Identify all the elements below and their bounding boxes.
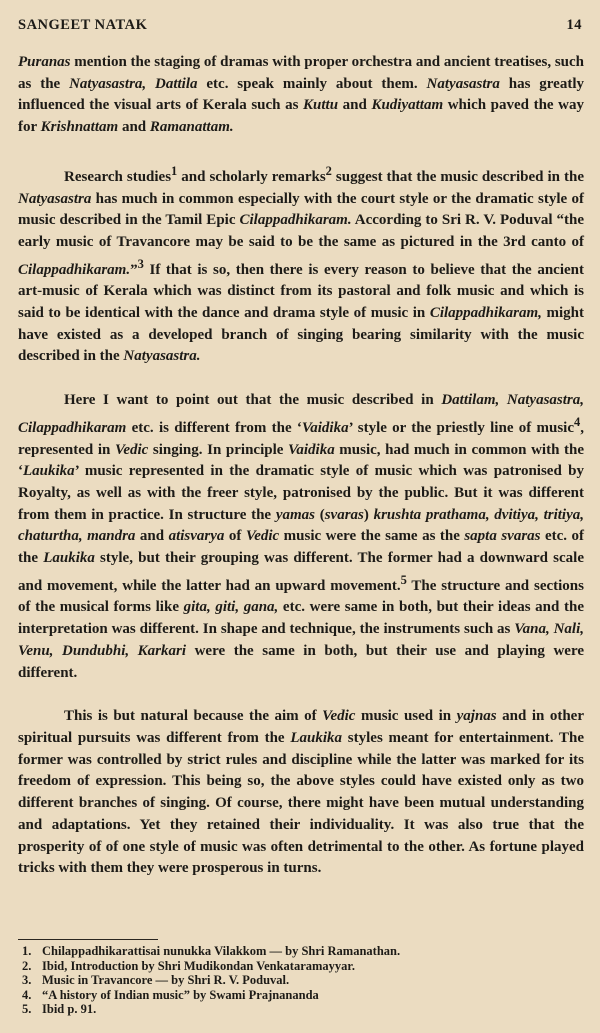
footnote	[22, 944, 582, 959]
footnote-number: 3.	[22, 973, 32, 988]
footnote	[22, 1002, 582, 1017]
footnote-divider	[18, 939, 158, 940]
footnote	[22, 973, 582, 988]
footnote-number: 5.	[22, 1002, 32, 1017]
footnote-text: “A history of Indian music” by Swami Prajnananda	[42, 987, 319, 1002]
footnote-number: 2.	[22, 958, 32, 973]
footnote	[22, 959, 582, 974]
footnote-number: 1.	[22, 944, 32, 958]
page-number: 14	[566, 16, 582, 33]
footnote-number: 4.	[22, 987, 32, 1002]
paragraph: Here I want to point out that the music described in Dattilam, Natyasastra, Cilappadhikaram etc. is different from the ‘Vaidika’ style or the priestly line of music$^4$, represented in Vedic singing. In principle Vaidika music, had much in common with the ‘Laukika’ music represented in the dramatic style of music which was patronised by Royalty, as well as with the freer style, patronised by the public. But it was different from them in practice. In structure the yamas (svaras) krushta prathama, dvitiya, tritiya, chaturtha, mandra and atisvarya of Vedic music were the same as the sapta svaras etc. of the Laukika style, but their grouping was different. The former had a downward scale and movement, while the latter had an upward movement.$^5$ The structure and sections of the musical forms like gita, giti, gana, etc. were same in both, but their ideas and the interpretation was different. In shape and technique, the instruments such as Vana, Nali, Venu, Dundubhi, Karkari were the same in both, but their use and playing were different.	[18, 392, 585, 681]
body-text	[18, 52, 584, 880]
footnote	[22, 988, 582, 1003]
page-header	[18, 12, 582, 38]
paragraph: This is but natural because the aim of Vedic music used in yajnas and in other spiritual pursuits was different from the Laukika styles meant for entertainment. The former was controlled by strict rules and discipline while the latter was marked for its freedom of expression. This being so, the above styles could have existed only as two different branches of singing. Of course, there might have been mutual understanding and adaptations. Yet they retained their individuality. It was also true that the prosperity of of one style of music was often detrimental to the other. As fortune played tricks with them they were prosperous in turns.	[18, 708, 584, 877]
paragraph: Puranas mention the staging of dramas with proper orchestra and ancient treatises, such as the Natyasastra, Dattila etc. speak mainly about them. Natyasastra has greatly influenced the visual arts of Kerala such as Kuttu and Kudiyattam which paved the way for Krishnattam and Ramanattam.	[18, 54, 585, 136]
footnote-text: Ibid p. 91.	[42, 1002, 97, 1017]
running-title: SANGEET NATAK	[18, 16, 148, 33]
footnote-text: Ibid, Introduction by Shri Mudikondan Venkataramayyar.	[42, 958, 355, 973]
footnotes	[22, 944, 582, 1017]
paragraph: Research studies$^1$ and scholarly remarks$^2$ suggest that the music described in the Natyasastra has much in common especially with the court style or the dramatic style of music described in the Tamil Epic Cilappadhikaram. According to Sri R. V. Poduval “the early music of Travancore may be said to be the same as pictured in the 3rd canto of Cilappadhikaram.”$^3$ If that is so, then there is every reason to believe that the ancient art-music of Kerala which was distinct from its pastoral and folk music and which is said to be identical with the dance and drama style of music in Cilappadhikaram, might have existed as a developed branch of singing bearing similarity with the music described in the Natyasastra.	[18, 163, 584, 365]
footnote-text: Music in Travancore — by Shri R. V. Poduval.	[42, 973, 290, 988]
footnote-text: Chilappadhikarattisai nunukka Vilakkom — by Shri Ramanathan.	[42, 944, 401, 958]
